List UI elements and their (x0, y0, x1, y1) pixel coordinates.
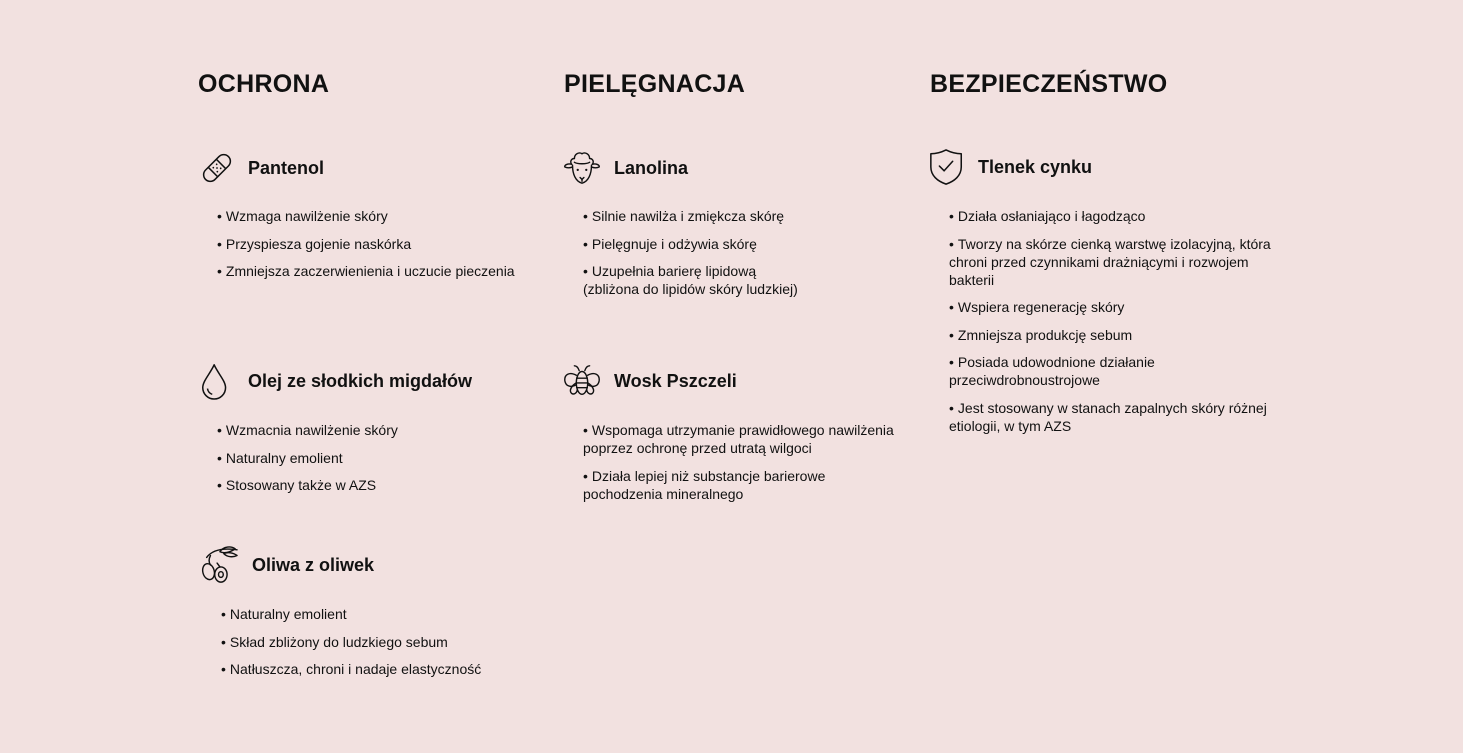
list-item: • Posiada udowodnione działanie przeciwdrobnoustrojowe (949, 354, 1155, 388)
list-item: • Wzmaga nawilżenie skóry (217, 208, 388, 224)
list-item: • Przyspiesza gojenie naskórka (217, 235, 412, 252)
ingredient-wosk (562, 361, 894, 512)
list-item: • Działa lepiej niż substancje barierowe pochodzenia mineralnego (583, 467, 826, 502)
ingredient-name: Oliwa z oliwek (252, 554, 375, 575)
ingredient-lanolina (562, 148, 798, 308)
ingredient-pantenol (198, 148, 515, 290)
list-item: • Tworzy na skórze cienką warstwę izolacyjną, która chroni przed czynnikami drażniącymi i rozwojem bakterii (949, 235, 1271, 288)
column-title-bezpieczenstwo: BEZPIECZEŃSTWO (930, 70, 1168, 98)
bandage-icon (198, 149, 236, 187)
list-item: • Wspiera regenerację skóry (949, 299, 1125, 315)
list-item: • Działa osłaniająco i łagodząco (949, 208, 1146, 224)
bullet-list (949, 207, 1271, 435)
column-title-pielegnacja: PIELĘGNACJA (564, 70, 746, 98)
ingredient-name: Pantenol (248, 157, 325, 178)
bullet-list (583, 207, 798, 298)
bullet-list (217, 207, 515, 280)
list-item: • Zmniejsza zaczerwienienia i uczucie pieczenia (217, 263, 515, 279)
ingredient-tlenek (928, 147, 1271, 444)
list-item: • Uzupełnia barierę lipidową (zbliżona do lipidów skóry ludzkiej) (583, 263, 798, 297)
bullet-list (217, 421, 472, 494)
bullet-list (221, 605, 481, 678)
ingredient-name: Olej ze słodkich migdałów (248, 370, 473, 391)
sheep-icon (562, 149, 602, 187)
list-item: • Naturalny emolient (221, 606, 347, 622)
olive-icon (198, 546, 240, 584)
list-item: • Jest stosowany w stanach zapalnych skóry różnej etiologii, w tym AZS (949, 399, 1267, 434)
list-item: • Stosowany także w AZS (217, 477, 377, 493)
ingredient-name: Tlenek cynku (978, 156, 1093, 177)
bee-icon (562, 362, 602, 400)
list-item: • Zmniejsza produkcję sebum (949, 326, 1133, 343)
list-item: • Skład zbliżony do ludzkiego sebum (221, 633, 448, 650)
list-item: • Silnie nawilża i zmiękcza skórę (583, 208, 785, 224)
list-item: • Natłuszcza, chroni i nadaje elastyczność (221, 661, 482, 677)
ingredient-name: Wosk Pszczeli (614, 370, 737, 391)
ingredient-oliwa (198, 545, 481, 688)
list-item: • Wzmacnia nawilżenie skóry (217, 422, 398, 438)
list-item: • Naturalny emolient (217, 449, 343, 466)
ingredient-olej (198, 361, 472, 504)
ingredient-name: Lanolina (614, 157, 689, 178)
column-title-ochrona: OCHRONA (198, 70, 330, 98)
bullet-list (583, 421, 894, 503)
list-item: • Wspomaga utrzymanie prawidłowego nawilżenia poprzez ochronę przed utratą wilgoci (583, 422, 894, 456)
drop-icon (198, 362, 236, 400)
list-item: • Pielęgnuje i odżywia skórę (583, 235, 757, 252)
shield-check-icon (928, 148, 966, 186)
